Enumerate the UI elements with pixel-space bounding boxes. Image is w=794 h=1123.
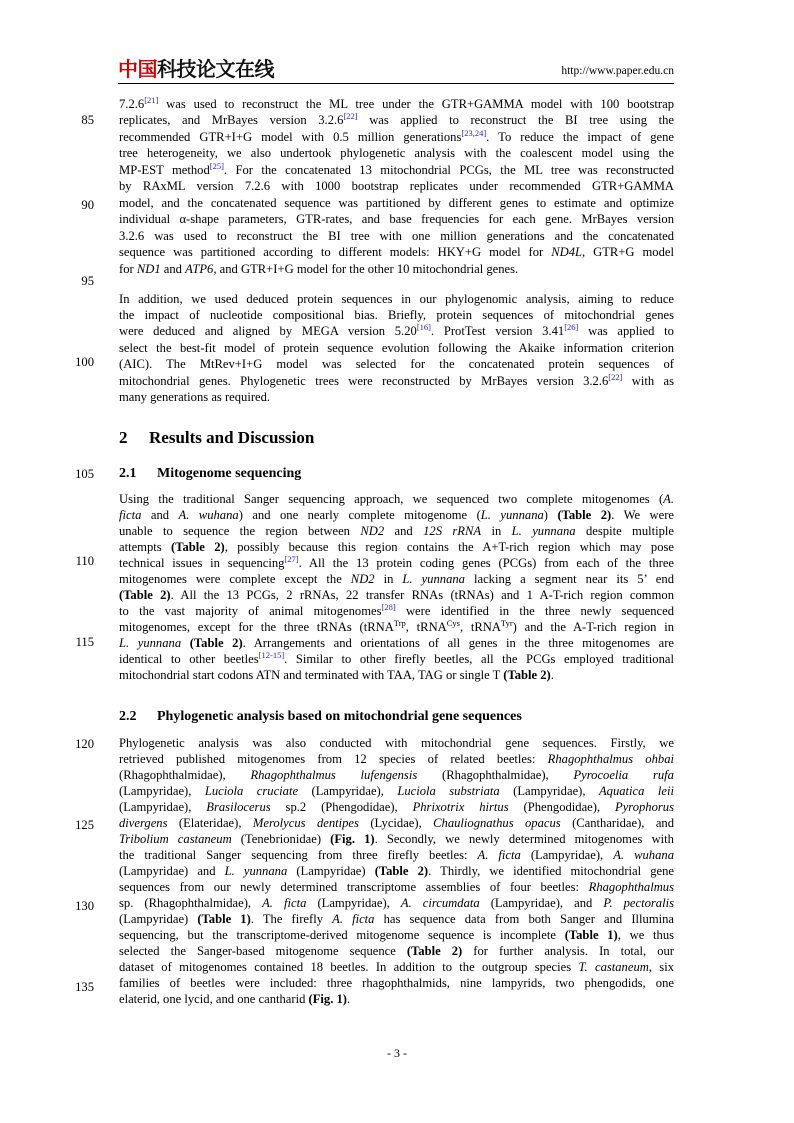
line-number: 115 <box>75 635 94 649</box>
subsection-heading: 2.2 Phylogenetic analysis based on mitochondrial gene sequences <box>119 709 522 724</box>
citation-ref[interactable]: [16] <box>416 322 431 332</box>
citation-ref[interactable]: [28] <box>381 602 396 612</box>
subsection-heading: 2.1 Mitogenome sequencing <box>119 466 302 481</box>
line-number: 110 <box>75 554 94 568</box>
line-number: 85 <box>81 113 94 127</box>
line-number: 125 <box>75 818 94 832</box>
citation-ref[interactable]: [12-15] <box>258 650 285 660</box>
logo-black-text: 科技论文在线 <box>157 57 274 81</box>
site-logo[interactable] <box>118 58 274 80</box>
line-number: 105 <box>75 467 94 481</box>
header-url[interactable]: http://www.paper.edu.cn <box>561 65 674 77</box>
citation-ref[interactable]: [22] <box>343 111 358 121</box>
citation-ref[interactable]: [21] <box>144 95 159 105</box>
line-number: 100 <box>75 355 94 369</box>
page-header <box>118 58 674 84</box>
line-number: 130 <box>75 899 94 913</box>
citation-ref[interactable]: [22] <box>608 372 623 382</box>
line-number: 135 <box>75 980 94 994</box>
header-rule <box>118 83 674 84</box>
line-number: 95 <box>81 274 94 288</box>
line-number: 120 <box>75 737 94 751</box>
citation-ref[interactable]: [26] <box>564 322 579 332</box>
section-heading: 2 Results and Discussion <box>119 428 315 447</box>
citation-ref[interactable]: [27] <box>284 554 299 564</box>
line-number: 90 <box>81 198 94 212</box>
page-number: - 3 - <box>387 1046 407 1060</box>
logo-red-text: 中国 <box>118 57 157 81</box>
citation-ref[interactable]: [23,24] <box>461 128 487 138</box>
citation-ref[interactable]: [25] <box>209 161 224 171</box>
